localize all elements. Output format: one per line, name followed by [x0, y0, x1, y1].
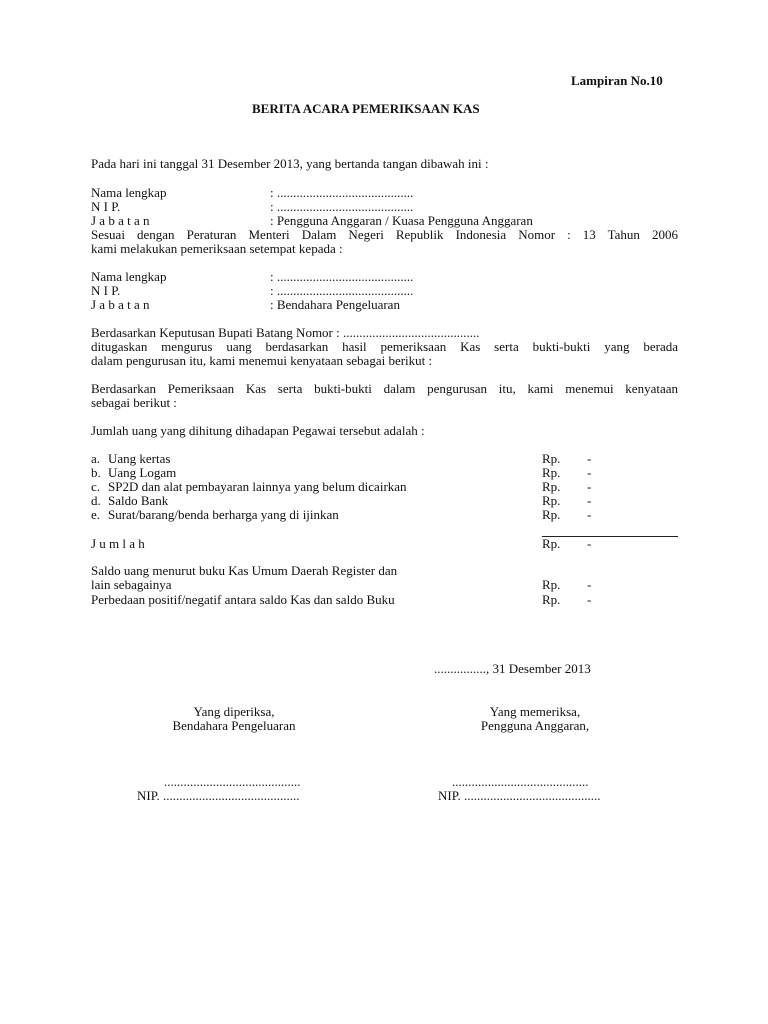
signature-left-name: ..........................................: [164, 774, 301, 789]
difference-currency: Rp.: [542, 592, 561, 607]
document-title: BERITA ACARA PEMERIKSAAN KAS: [252, 101, 480, 116]
item-label: SP2D dan alat pembayaran lainnya yang belum dicairkan: [108, 479, 407, 494]
difference-label: Perbedaan positif/negatif antara saldo Kas dan saldo Buku: [91, 592, 395, 607]
balance-line-1: Saldo uang menurut buku Kas Umum Daerah Register dan: [91, 563, 398, 578]
item-letter: a.: [91, 451, 101, 466]
item-label: Uang kertas: [108, 451, 171, 466]
signature-left-nip: NIP. ..........................................: [137, 788, 300, 803]
item-value: -: [587, 493, 592, 508]
findings-line-1: Berdasarkan Pemeriksaan Kas serta bukti-bukti dalam pengurusan itu, kami menemui kenyataan: [91, 381, 678, 396]
examiner-nip-label: N I P.: [91, 199, 121, 214]
regulation-text-2: kami melakukan pemeriksaan setempat kepada :: [91, 241, 343, 256]
item-currency: Rp.: [542, 451, 561, 466]
signature-right-nip: NIP. ..........................................: [438, 788, 601, 803]
examinee-nip-value: : ..........................................: [270, 283, 414, 298]
item-letter: d.: [91, 493, 101, 508]
decree-line-2: ditugaskan mengurus uang berdasarkan hasil pemeriksaan Kas serta bukti-bukti yang berada: [91, 339, 678, 354]
total-label: J u m l a h: [91, 536, 145, 551]
signature-left-line-1: Yang diperiksa,: [193, 704, 275, 719]
regulation-text: Sesuai dengan Peraturan Menteri Dalam Negeri Republik Indonesia Nomor : 13 Tahun 2006: [91, 227, 678, 242]
signature-right-name: ..........................................: [452, 774, 589, 789]
item-label: Saldo Bank: [108, 493, 169, 508]
intro-text: Pada hari ini tanggal 31 Desember 2013, yang bertanda tangan dibawah ini :: [91, 156, 489, 171]
appendix-label: Lampiran No.10: [571, 73, 663, 88]
balance-value: -: [587, 577, 592, 592]
examinee-position-label: J a b a t a n: [91, 297, 150, 312]
examinee-position-value: : Bendahara Pengeluaran: [270, 297, 400, 312]
total-rule: [542, 536, 678, 537]
decree-line-1: Berdasarkan Keputusan Bupati Batang Nomor : ..........................................: [91, 325, 480, 340]
examiner-position-value: : Pengguna Anggaran / Kuasa Pengguna Anggaran: [270, 213, 533, 228]
difference-value: -: [587, 592, 592, 607]
item-currency: Rp.: [542, 507, 561, 522]
balance-currency: Rp.: [542, 577, 561, 592]
decree-line-3: dalam pengurusan itu, kami menemui kenyataan sebagai berikut :: [91, 353, 433, 368]
item-letter: b.: [91, 465, 101, 480]
examiner-name-label: Nama lengkap: [91, 185, 167, 200]
count-intro: Jumlah uang yang dihitung dihadapan Pegawai tersebut adalah :: [91, 423, 425, 438]
examinee-name-label: Nama lengkap: [91, 269, 167, 284]
item-letter: e.: [91, 507, 101, 522]
date-line: ................, 31 Desember 2013: [434, 661, 591, 676]
item-value: -: [587, 507, 592, 522]
examinee-name-value: : ..........................................: [270, 269, 414, 284]
total-currency: Rp.: [542, 536, 561, 551]
item-value: -: [587, 451, 592, 466]
item-label: Surat/barang/benda berharga yang di ijinkan: [108, 507, 339, 522]
item-label: Uang Logam: [108, 465, 177, 480]
total-value: -: [587, 536, 592, 551]
signature-right-line-2: Pengguna Anggaran,: [480, 718, 590, 733]
examiner-nip-value: : ..........................................: [270, 199, 414, 214]
item-currency: Rp.: [542, 479, 561, 494]
item-value: -: [587, 479, 592, 494]
examinee-nip-label: N I P.: [91, 283, 121, 298]
examiner-name-value: : ..........................................: [270, 185, 414, 200]
item-currency: Rp.: [542, 465, 561, 480]
item-letter: c.: [91, 479, 101, 494]
examiner-position-label: J a b a t a n: [91, 213, 150, 228]
signature-right-line-1: Yang memeriksa,: [489, 704, 581, 719]
signature-left-line-2: Bendahara Pengeluaran: [172, 718, 296, 733]
findings-line-2: sebagai berikut :: [91, 395, 177, 410]
item-value: -: [587, 465, 592, 480]
balance-line-2: lain sebagainya: [91, 577, 172, 592]
item-currency: Rp.: [542, 493, 561, 508]
